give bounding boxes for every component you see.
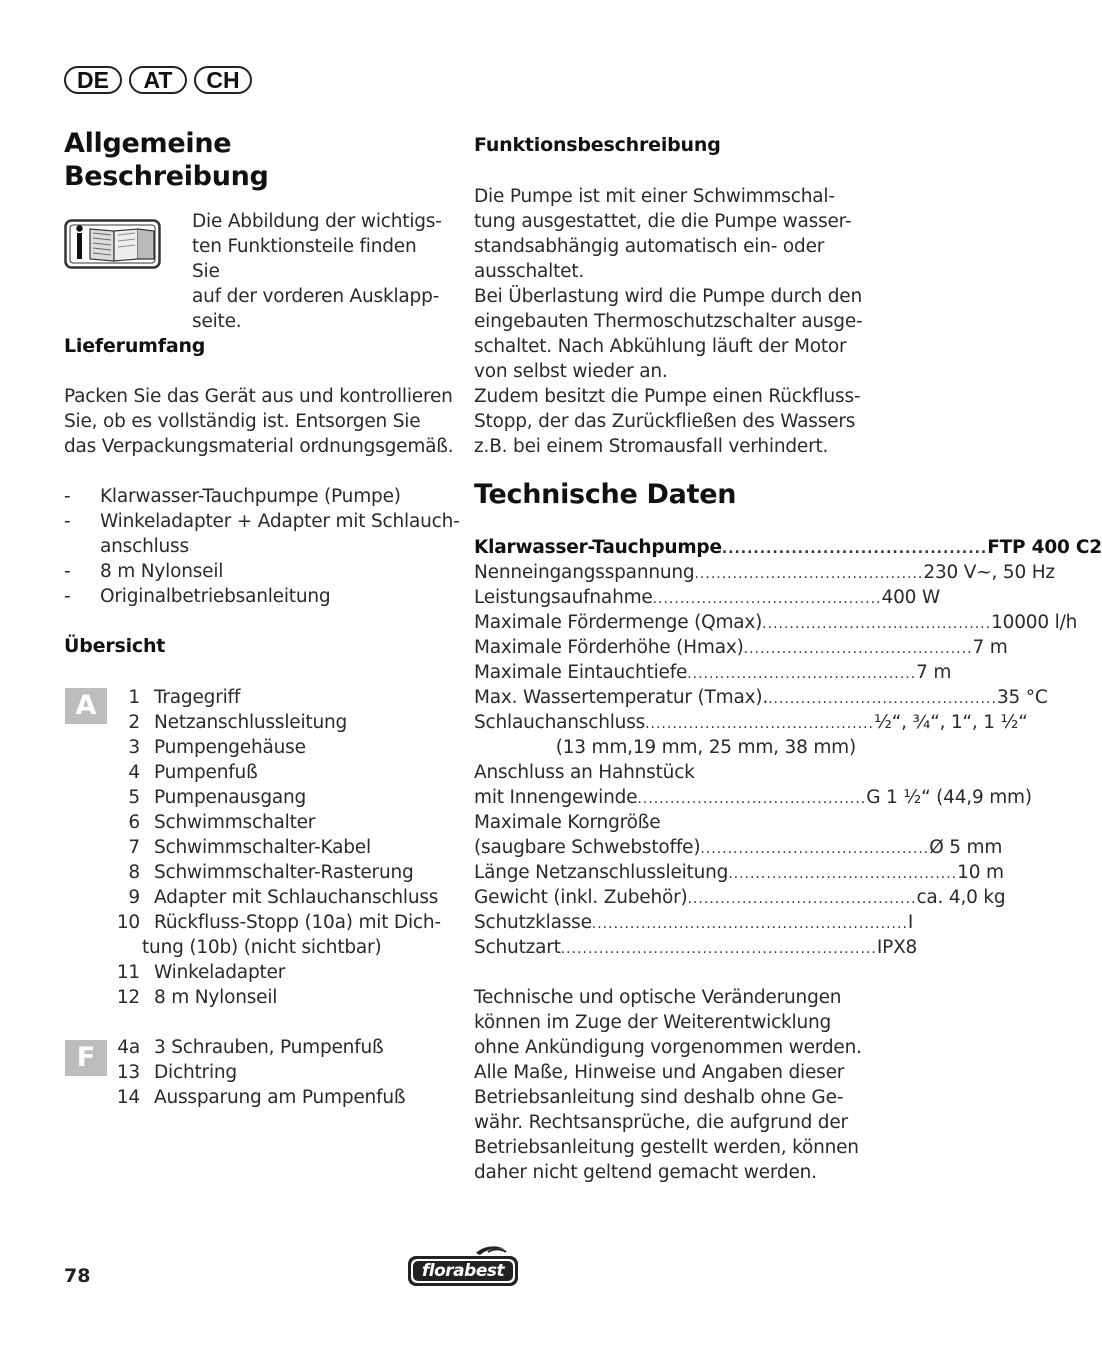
- item-text: Dichtring: [154, 1062, 237, 1083]
- spec-hose-mm: (13 mm,19 mm, 25 mm, 38 mm): [555, 737, 856, 758]
- spec-row-hose: Schlauchanschluss .......................................... ½“, ¾“, 1“, 1 ½“: [474, 712, 1028, 733]
- item-text: Schwimmschalter: [154, 812, 316, 833]
- list-item-continuation: anschluss: [100, 536, 189, 557]
- disclaimer-text: Technische und optische Veränderungen können im Zuge der Weiterentwicklung ohne Ankündigung vorgenommen werden. Alle Maße, Hinweise und Angaben dieser Betriebsanleitung sind deshalb ohne Ge- währ. Rechtsansprüche, die aufgrund der Betriebsanleitung gestellt werden, können daher nicht geltend gemacht werden.: [474, 987, 862, 1183]
- country-badge-ch: CH: [194, 66, 252, 94]
- list-bullet: -: [64, 486, 71, 507]
- item-number: 6: [128, 812, 140, 833]
- item-text: Aussparung am Pumpenfuß: [154, 1087, 406, 1108]
- item-text: Rückfluss-Stopp (10a) mit Dich-: [154, 912, 441, 933]
- page-number: 78: [64, 1265, 91, 1287]
- item-text-continuation: tung (10b) (nicht sichtbar): [142, 937, 382, 958]
- list-bullet: -: [64, 586, 71, 607]
- item-text: Pumpengehäuse: [154, 737, 306, 758]
- spec-row-power: Leistungsaufnahme .......................................... 400 W: [474, 587, 940, 608]
- figure-label-f: F: [65, 1040, 107, 1076]
- item-text: Schwimmschalter-Rasterung: [154, 862, 414, 883]
- spec-row-tap: mit Innengewinde .......................................... G 1 ½“ (44,9 mm): [474, 787, 1032, 808]
- item-text: Netzanschlussleitung: [154, 712, 348, 733]
- heading-uebersicht: Übersicht: [64, 635, 166, 657]
- item-text: Winkeladapter: [154, 962, 286, 983]
- list-bullet: -: [64, 511, 71, 532]
- spec-row-protection-class: Schutzklasse .......................................................... I: [474, 912, 914, 933]
- item-number: 9: [128, 887, 140, 908]
- info-text: Die Abbildung der wichtigs- ten Funktionsteile finden Sie auf der vorderen Ausklapp- seite.: [192, 211, 442, 332]
- list-item: Winkeladapter + Adapter mit Schlauch-: [100, 511, 460, 532]
- heading-funktionsbeschreibung: Funktionsbeschreibung: [474, 134, 721, 156]
- spec-row-model: Klarwasser-Tauchpumpe .......................................... FTP 400 C2: [474, 537, 1102, 558]
- item-number: 8: [128, 862, 140, 883]
- country-badge-de: DE: [64, 66, 122, 94]
- spec-grain-label: Maximale Korngröße: [474, 812, 661, 833]
- item-number: 10: [116, 912, 140, 933]
- item-number: 7: [128, 837, 140, 858]
- spec-row-ip-rating: Schutzart .......................................................... IPX8: [474, 937, 918, 958]
- spec-row-flow: Maximale Fördermenge (Qmax) .......................................... 10000 l/h: [474, 612, 1078, 633]
- item-text: Pumpenausgang: [154, 787, 307, 808]
- spec-row-grain: (saugbare Schwebstoffe) .......................................... Ø 5 mm: [474, 837, 1003, 858]
- section-heading-beschreibung: Beschreibung: [64, 161, 269, 192]
- heading-lieferumfang: Lieferumfang: [64, 335, 206, 357]
- country-badge-at: AT: [129, 66, 187, 94]
- spec-row-depth: Maximale Eintauchtiefe .......................................... 7 m: [474, 662, 952, 683]
- spec-row-voltage: Nenneingangsspannung .......................................... 230 V~, 50 Hz: [474, 562, 1055, 583]
- item-text: 8 m Nylonseil: [154, 987, 278, 1008]
- list-item: Originalbetriebsanleitung: [100, 586, 331, 607]
- item-number: 2: [128, 712, 140, 733]
- section-heading-allgemeine: Allgemeine: [64, 128, 232, 159]
- item-text: Adapter mit Schlauchanschluss: [154, 887, 439, 908]
- funktion-text: Die Pumpe ist mit einer Schwimmschal- tung ausgestattet, die die Pumpe wasser- standsabhängig automatisch ein- oder ausschaltet. Bei Überlastung wird die Pumpe durch den eingebauten Thermoschutzschalter ausge- schaltet. Nach Abkühlung läuft der Motor von selbst wieder an. Zudem besitzt die Pumpe einen Rückfluss- Stopp, der das Zurückfließen des Wassers z.B. bei einem Stromausfall verhindert.: [474, 186, 863, 457]
- spec-row-temperature: Max. Wassertemperatur (Tmax). .......................................... 35 °C: [474, 687, 1048, 708]
- list-item: 8 m Nylonseil: [100, 561, 224, 582]
- item-number: 13: [116, 1062, 140, 1083]
- item-number: 1: [128, 687, 140, 708]
- figure-label-a: A: [65, 688, 107, 724]
- spec-row-cable: Länge Netzanschlussleitung .......................................... 10 m: [474, 862, 1004, 883]
- item-text: 3 Schrauben, Pumpenfuß: [154, 1037, 384, 1058]
- overview-list-a: [0, 685, 460, 1015]
- info-manual-icon: [64, 219, 161, 269]
- item-number: 14: [116, 1087, 140, 1108]
- list-bullet: -: [64, 561, 71, 582]
- item-number: 3: [128, 737, 140, 758]
- item-text: Schwimmschalter-Kabel: [154, 837, 371, 858]
- item-text: Tragegriff: [154, 687, 241, 708]
- spec-tap-label: Anschluss an Hahnstück: [474, 762, 695, 783]
- list-item: Klarwasser-Tauchpumpe (Pumpe): [100, 486, 401, 507]
- spec-row-head: Maximale Förderhöhe (Hmax) .......................................... 7 m: [474, 637, 1008, 658]
- item-number: 4: [128, 762, 140, 783]
- item-text: Pumpenfuß: [154, 762, 258, 783]
- item-number: 11: [116, 962, 140, 983]
- lieferumfang-text: Packen Sie das Gerät aus und kontrollieren Sie, ob es vollständig ist. Entsorgen Sie das Verpackungsmaterial ordnungsgemäß.: [64, 386, 454, 457]
- heading-technische-daten: Technische Daten: [474, 479, 737, 510]
- overview-list-f: [0, 1035, 460, 1115]
- item-number: 4a: [117, 1037, 140, 1058]
- logo-text: florabest: [421, 1261, 505, 1281]
- item-number: 5: [128, 787, 140, 808]
- florabest-logo: [406, 1244, 520, 1292]
- spec-row-weight: Gewicht (inkl. Zubehör) .......................................... ca. 4,0 kg: [474, 887, 1006, 908]
- item-number: 12: [116, 987, 140, 1008]
- delivery-list: [0, 484, 460, 614]
